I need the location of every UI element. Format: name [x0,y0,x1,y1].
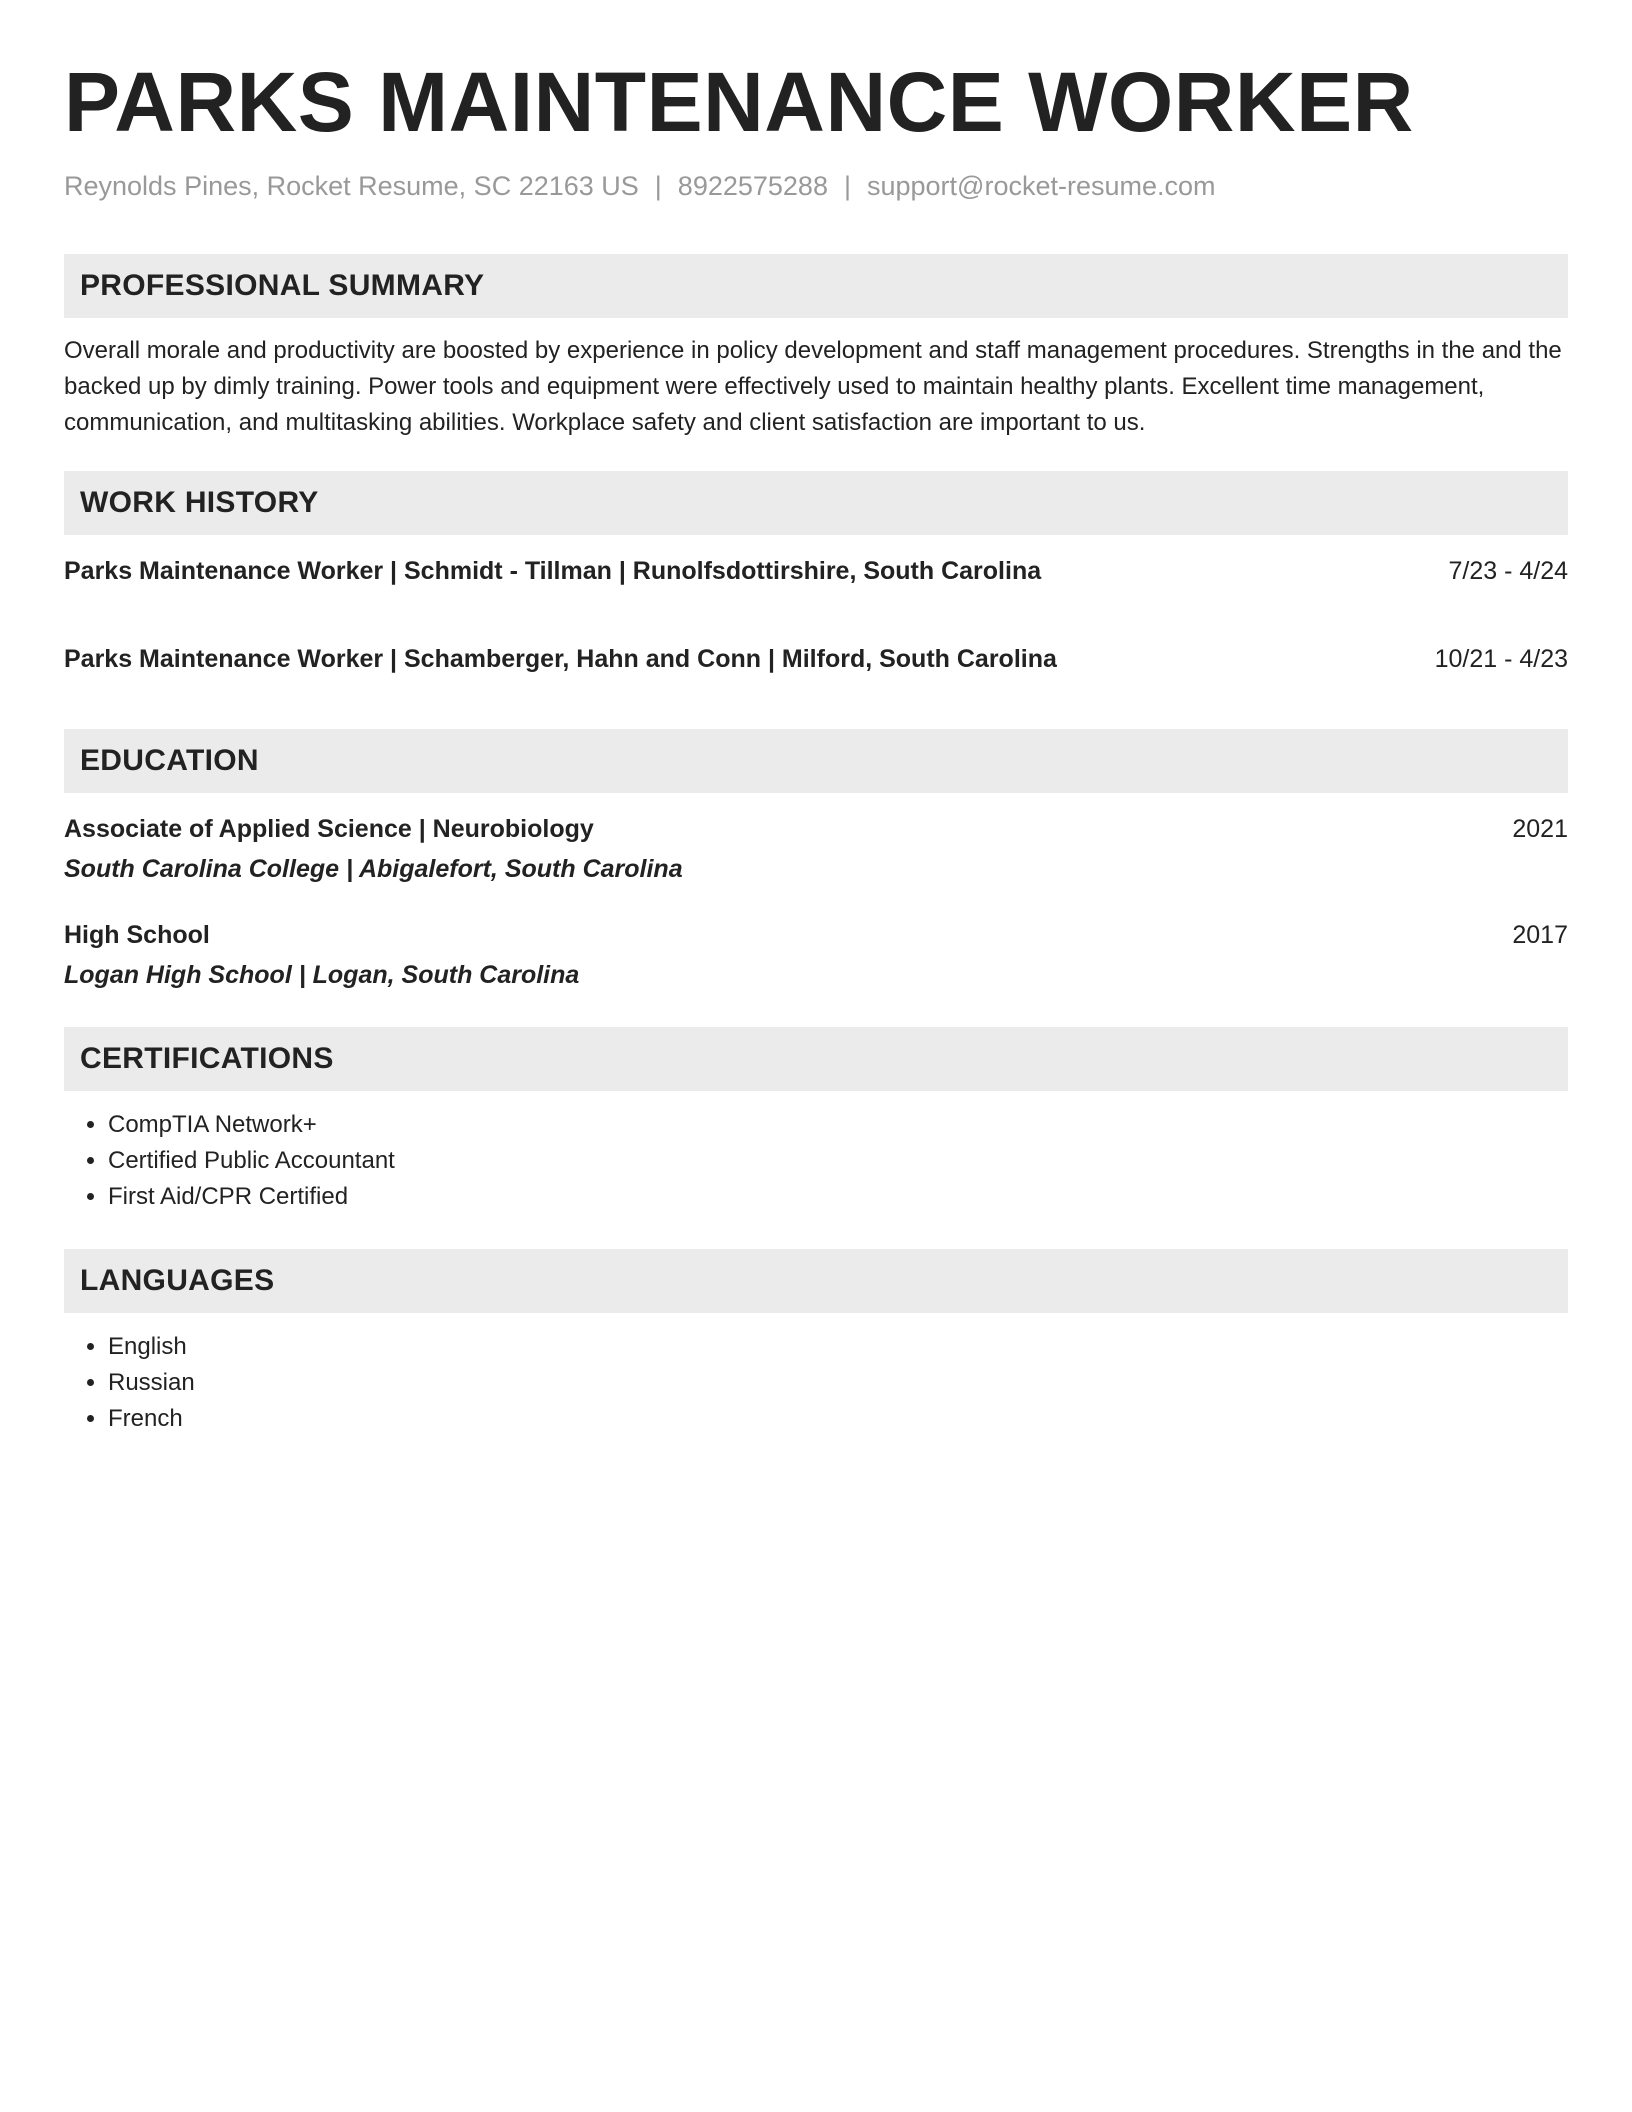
summary-text: Overall morale and productivity are boosted by experience in policy development and staff management procedures. Strengths in the and the backed up by dimly training. Power tools and equipment were effectively used to maintain healthy plants. Excellent time management, communication, and multitasking abilities. Workplace safety and client satisfaction are important to us. [64,337,1562,436]
education-degree: High School [64,921,210,949]
education-entry [64,917,1568,993]
education-school: South Carolina College | Abigalefort, South Carolina [64,855,683,883]
education-entry [64,811,1568,887]
summary-heading: PROFESSIONAL SUMMARY [64,254,1568,318]
education-year: 2017 [1512,921,1568,949]
languages-section [64,1249,1568,1437]
contact-phone: 8922575288 [677,171,828,201]
education-heading: EDUCATION [64,729,1568,793]
contact-separator: | [843,171,851,201]
certifications-section [64,1027,1568,1215]
resume-name: PARKS MAINTENANCE WORKER [64,55,1414,149]
contact-line [64,166,1568,206]
work-entry-heading: Parks Maintenance Worker | Schmidt - Tillman | Runolfsdottirshire, South Carolina [64,557,1042,585]
contact-email: support@rocket-resume.com [866,171,1216,201]
work-entry-dates: 7/23 - 4/24 [1448,557,1568,585]
contact-address: Reynolds Pines, Rocket Resume, SC 22163 US [64,171,639,201]
certification-item: • Certified Public Accountant [108,1143,1568,1179]
work-entry [64,641,1568,677]
languages-heading: LANGUAGES [64,1249,1568,1313]
education-degree: Associate of Applied Science | Neurobiology [64,815,594,843]
language-item: • French [108,1401,1568,1437]
education-year: 2021 [1512,815,1568,843]
summary-section [64,254,1568,441]
language-item: • Russian [108,1365,1568,1401]
education-section [64,729,1568,993]
language-item: • English [108,1329,1568,1365]
certifications-list [64,1107,1568,1215]
contact-separator: | [654,171,662,201]
work-entry-dates: 10/21 - 4/23 [1434,645,1568,673]
work-history-section [64,471,1568,713]
work-history-heading: WORK HISTORY [64,471,1568,535]
work-entry [64,553,1568,589]
work-entry-heading: Parks Maintenance Worker | Schamberger, Hahn and Conn | Milford, South Carolina [64,645,1057,673]
certification-item: • CompTIA Network+ [108,1107,1568,1143]
certification-item: • First Aid/CPR Certified [108,1179,1568,1215]
certifications-heading: CERTIFICATIONS [64,1027,1568,1091]
education-school: Logan High School | Logan, South Carolina [64,961,580,989]
work-history-list [64,553,1568,713]
languages-list [64,1329,1568,1437]
